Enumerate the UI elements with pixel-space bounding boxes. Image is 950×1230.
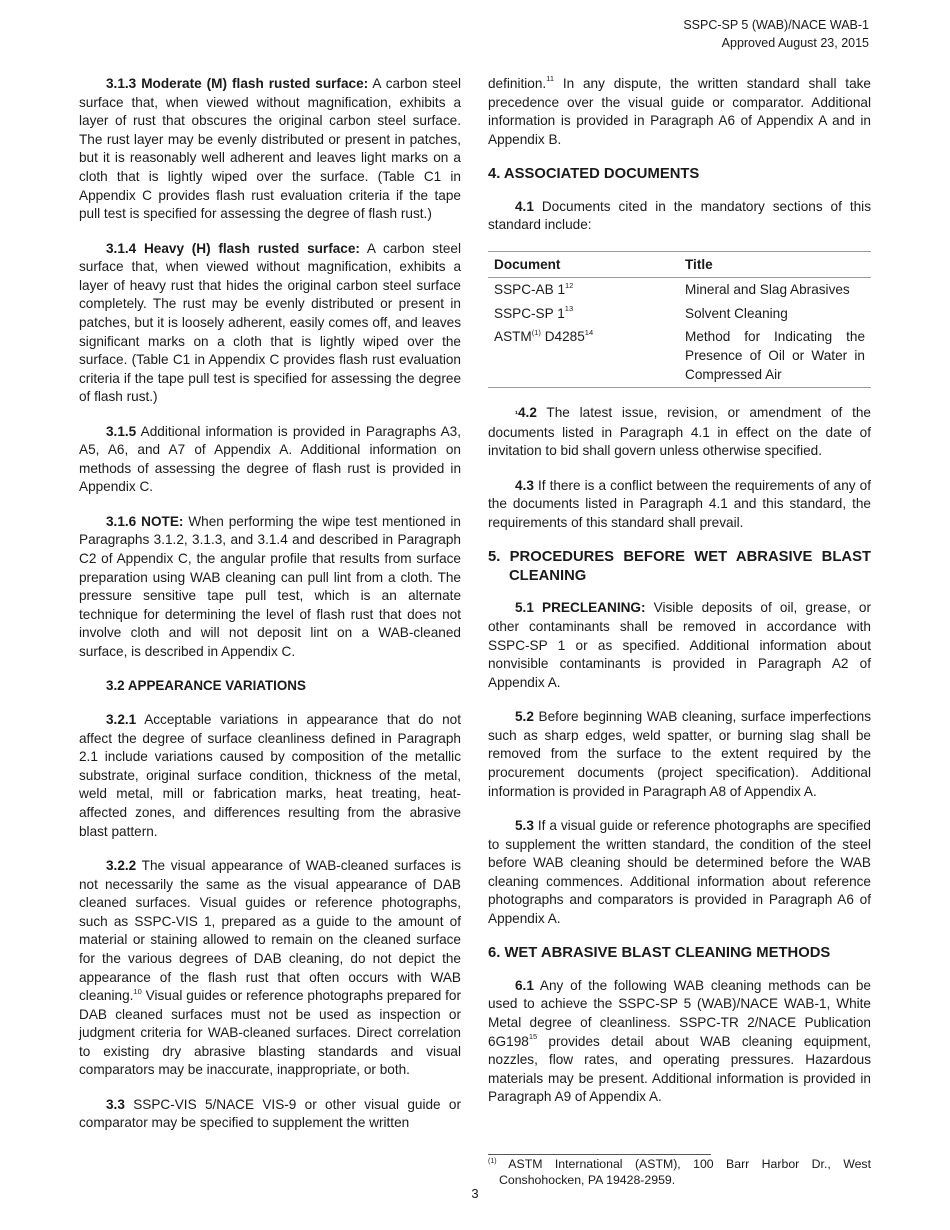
- footnote-ref-15: 15: [528, 1032, 538, 1042]
- footnote-ref-11: 11: [546, 74, 554, 84]
- section-heading-3-2: 3.2 APPEARANCE VARIATIONS: [106, 678, 306, 694]
- footnote-text: ASTM International (ASTM), 100 Barr Harbor Dr., West Conshohocken, PA 19428-2959.: [496, 1157, 871, 1187]
- footnote-mark: (1): [488, 1157, 497, 1165]
- para-5-1: 5.1 PRECLEANING: Visible deposits of oil, grease, or other contaminants shall be removed in accordance with SSPC-SP 1 or as specified. Additional information about nonvisible contaminants is provided in Paragraph A2 of Appendix A.: [488, 600, 871, 690]
- para-3-1-4: 3.1.4 Heavy (H) flash rusted surface: A carbon steel surface that, when viewed without magnification, exhibits a layer of heavy rust that hides the original carbon steel surface completely. The rust may be evenly distributed or present in patches, but it is loosely adherent, easily comes off, and leaves significant marks on a cloth that is lightly wiped over the surface. (Table C1 in Appendix C provides flash rust evaluation criteria if the tape pull test is specified for assessing the degree of flash rust.): [79, 240, 461, 405]
- table-cell-document: SSPC-AB $1^{12}$: [494, 280, 574, 298]
- table-cell-title: Method for Indicating the Presence of Oil or Water in Compressed Air: [679, 325, 871, 387]
- table-cell-document: ASTM$^{(1)}$ D4285$^{14}$: [488, 325, 679, 387]
- associated-documents-table: [488, 251, 871, 389]
- table-cell-title: Solvent Cleaning: [685, 305, 788, 321]
- table-cell-document: SSPC-SP $1^{13}$: [494, 304, 574, 321]
- column-header-document: Document: [488, 251, 679, 278]
- para-4-3: 4.3 If there is a conflict between the requirements of any of the documents listed in Paragraph 4.1 and this standard, the requirements of this standard shall prevail.: [488, 477, 871, 530]
- table-row: [488, 302, 871, 326]
- para-5-3: 5.3 If a visual guide or reference photographs are specified to supplement the written standard, the condition of the steel before WAB cleaning should be determined before the WAB cleaning commences. Additional information about reference photographs and comparators is provided in Paragraph A6 of Appendix A.: [488, 817, 871, 926]
- table-header-row: [488, 251, 871, 278]
- para-3-1-3: 3.1.3 Moderate (M) flash rusted surface: A carbon steel surface that, when viewed without magnification, exhibits a layer of rust that obscures the original carbon steel surface. The rust layer may be evenly distributed or present in patches, but it is reasonably well adherent and leaves light marks on a cloth that is lightly wiped over the surface. (Table C1 in Appendix C provides flash rust evaluation criteria if the tape pull test is specified for assessing the degree of flash rust.): [79, 76, 461, 222]
- header-standard: SSPC-SP 5 (WAB)/NACE WAB-1: [683, 18, 869, 32]
- para-5-2: 5.2 Before beginning WAB cleaning, surface imperfections such as sharp edges, weld spatter, or burning slag shall be removed from the surface to the extent required by the procurement documents (project specification). Additional information is provided in Paragraph A8 of Appendix A.: [488, 709, 871, 799]
- revision-mark: ¹: [515, 409, 518, 420]
- para-4-1: 4.1 Documents cited in the mandatory sections of this standard include:: [488, 198, 871, 233]
- para-3-1-5: 3.1.5 Additional information is provided in Paragraphs A3, A5, A6, and A7 of Appendix A. Additional information on methods of assessing the degree of flash rust is provided in Appendix C.: [79, 423, 461, 495]
- section-heading-4: 4. ASSOCIATED DOCUMENTS: [488, 166, 700, 183]
- page-number: 3: [471, 1186, 479, 1201]
- para-3-3-continued: definition.$^{11}$ In any dispute, the written standard shall take precedence over the visual guide or comparator. Additional information is provided in Paragraph A6 of Appendix A and in Appendix B.: [488, 74, 871, 147]
- running-header: [683, 16, 869, 52]
- footnote-ref-10: 10: [133, 986, 142, 996]
- para-4-2: ¹4.2 The latest issue, revision, or amendment of the documents listed in Paragraph 4.1 in effect on the date of invitation to bid shall govern unless otherwise specified.: [488, 405, 871, 459]
- footnote: [488, 1157, 871, 1188]
- para-6-1: 6.1 Any of the following WAB cleaning methods can be used to achieve the SSPC-SP 5 (WAB)/NACE WAB-1, White Metal degree of cleanliness. SSPC-TR 2/NACE Publication $6G198^{15}$ provides detail about WAB cleaning equipment, nozzles, flow rates, and operating pressures. Hazardous materials may be present. Additional information is provided in Paragraph A9 of Appendix A.: [488, 977, 871, 1105]
- footnote-divider: [488, 1154, 711, 1155]
- para-3-2-1: 3.2.1 Acceptable variations in appearance that do not affect the degree of surface cleanliness defined in Paragraph 2.1 include variations caused by composition of the metallic substrate, original surface condition, thickness of the metal, weld metal, mill or fabrication marks, heat treating, heat-affected zones, and differences resulting from the abrasive blast pattern.: [79, 712, 461, 839]
- left-column: [79, 75, 461, 1149]
- header-approved-date: Approved August 23, 2015: [721, 36, 869, 50]
- column-header-title: Title: [679, 251, 871, 278]
- section-heading-5: 5. PROCEDURES BEFORE WET ABRASIVE BLAST CLEANING: [488, 549, 871, 584]
- table-cell-title: Mineral and Slag Abrasives: [685, 282, 850, 298]
- table-row: [488, 278, 871, 302]
- para-3-2-2: 3.2.2 The visual appearance of WAB-cleaned surfaces is not necessarily the same as the visual appearance of DAB cleaned surfaces. Visual guides or reference photographs, such as SSPC-VIS 1, prepared as a guide to the amount of material or staining allowed to remain on the cleaned surface for the various degrees of DAB cleaning, do not depict the appearance of the flash rust that often occurs with WAB cleaning.$^{10}$ Visual guides or reference photographs prepared for DAB cleaned surfaces must not be used as inspection or judgment criteria for WAB-cleaned surfaces. Direct correlation to existing dry abrasive blasting standards and visual comparators may be inaccurate, inappropriate, or both.: [79, 857, 461, 1078]
- section-heading-6: 6. WET ABRASIVE BLAST CLEANING METHODS: [488, 945, 831, 962]
- right-column: [488, 75, 871, 1123]
- table-row: [488, 325, 871, 387]
- para-3-1-6: 3.1.6 NOTE: When performing the wipe test mentioned in Paragraphs 3.1.2, 3.1.3, and 3.1.4 and described in Paragraph C2 of Appendix C, the angular profile that results from surface preparation using WAB cleaning can pull lint from a cloth. The pressure sensitive tape pull test, which is an alternate technique for determining the level of flash rust that does not involve cloth and will not deposit lint on a WAB-cleaned surface, is described in Appendix C.: [79, 513, 461, 660]
- para-3-3: 3.3 SSPC-VIS 5/NACE VIS-9 or other visual guide or comparator may be specified to supplement the written: [79, 1096, 461, 1131]
